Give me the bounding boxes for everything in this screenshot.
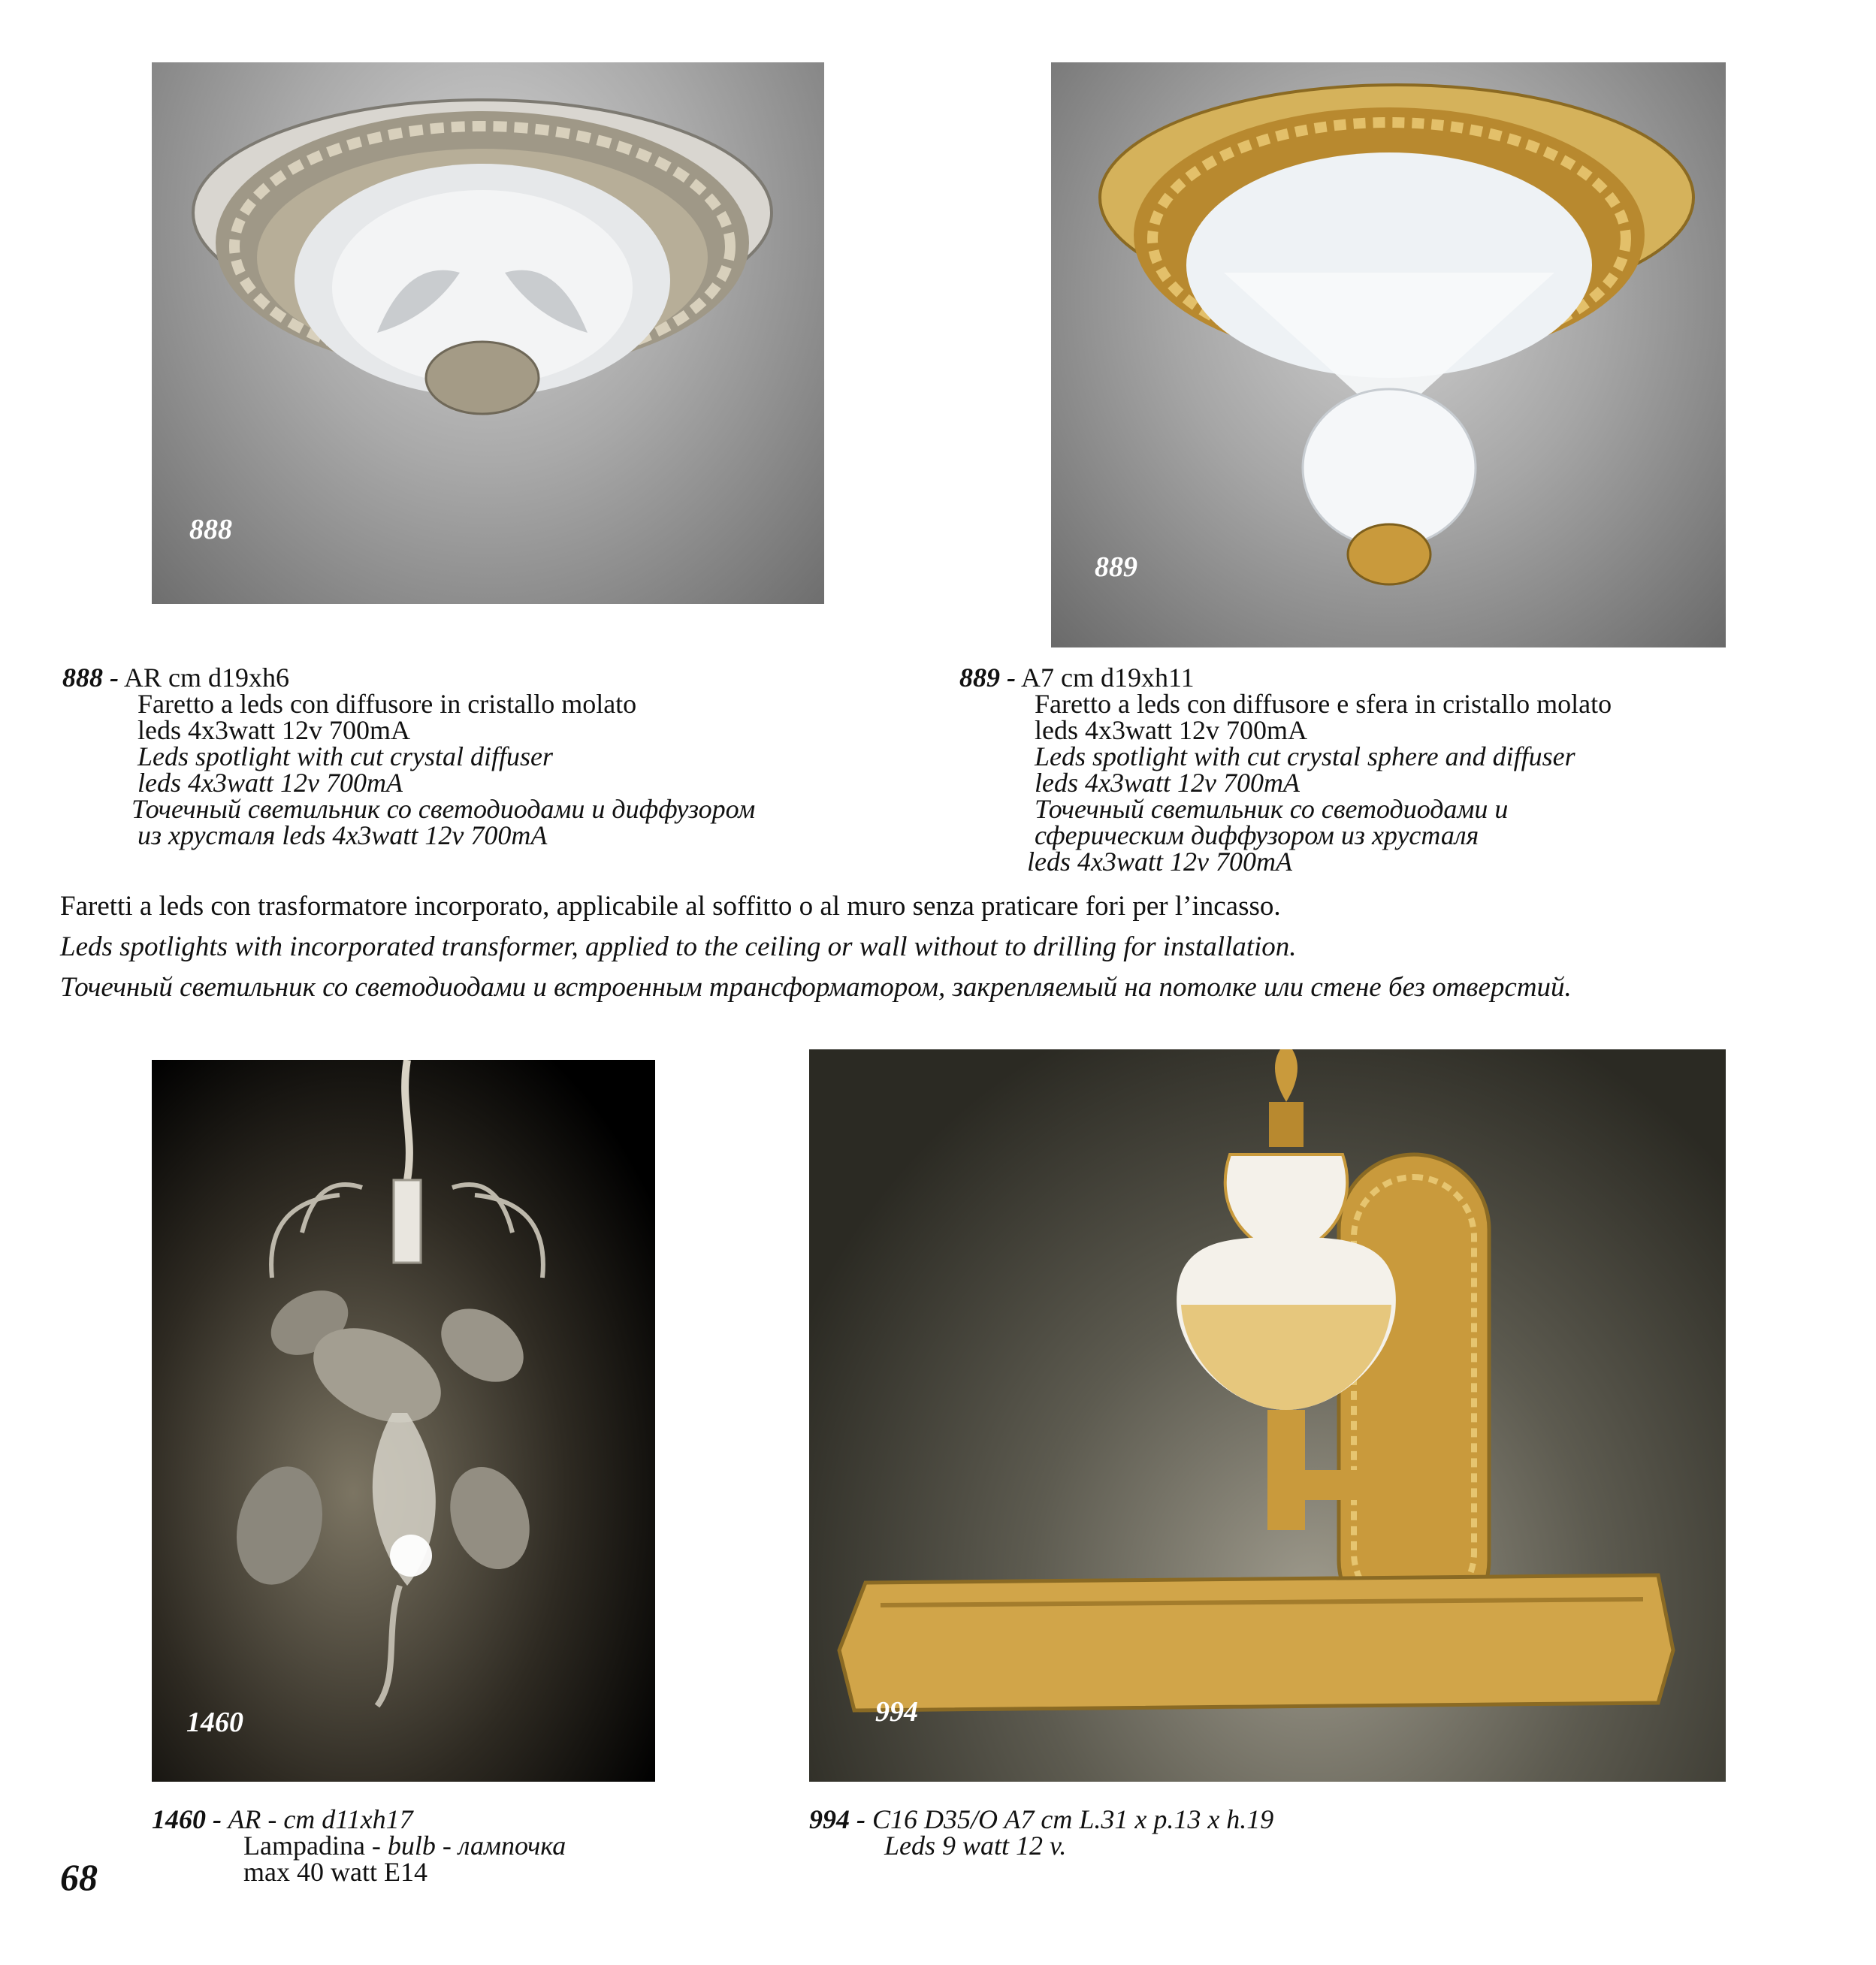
caption-888-ru-1: Точечный светильник со светодиодами и диффузором <box>131 794 756 824</box>
caption-994 <box>809 1804 1274 1861</box>
photo-label-889: 889 <box>1095 551 1137 583</box>
product-code: 888 - <box>62 663 119 693</box>
caption-889-en-2: leds 4x3watt 12v 700mA <box>1035 768 1300 798</box>
product-spec: C16 D35/O A7 cm L.31 x p.13 x h.19 <box>872 1804 1274 1834</box>
caption-889-ru-2: сферическим диффузором из хрусталя <box>1035 820 1479 850</box>
page-number: 68 <box>60 1856 98 1898</box>
caption-889-ru-1: Точечный светильник со светодиодами и <box>1035 794 1509 824</box>
product-code: 994 - <box>809 1804 865 1834</box>
caption-994-header <box>809 1804 1274 1834</box>
leaf-pendant-silver-image <box>152 1060 655 1782</box>
product-code: 889 - <box>959 663 1016 693</box>
general-description-italian: Faretti a leds con trasformatore incorporato, applicabile al soffitto o al muro senza praticare fori per l’incasso. <box>60 891 1281 922</box>
product-spec: A7 cm d19xh11 <box>1021 663 1195 693</box>
ceiling-spotlight-silver-image <box>152 62 824 604</box>
product-photo-889 <box>1051 62 1726 647</box>
caption-889 <box>959 665 1612 875</box>
caption-889-header <box>959 665 1612 691</box>
product-spec: AR cm d19xh6 <box>124 663 290 693</box>
general-description-russian: Точечный светильник со светодиодами и встроенным трансформатором, закрепляемый на потолке или стене без отверстий. <box>60 972 1572 1003</box>
caption-888-en-2: leds 4x3watt 12v 700mA <box>137 768 403 798</box>
caption-888 <box>62 665 755 849</box>
caption-1460-max: max 40 watt E14 <box>243 1857 427 1887</box>
caption-1460-header <box>152 1804 566 1834</box>
general-description <box>60 886 1848 1008</box>
bulb-label-italian: Lampadina - <box>243 1831 388 1861</box>
product-spec: AR - cm d11xh17 <box>228 1804 413 1834</box>
caption-994-leds: Leds 9 watt 12 v. <box>884 1831 1067 1861</box>
product-photo-1460 <box>152 1060 655 1782</box>
caption-888-it-1: Faretto a leds con diffusore in cristallo molato <box>137 689 637 719</box>
caption-889-en-1: Leds spotlight with cut crystal sphere and diffuser <box>1035 741 1575 771</box>
product-code: 1460 - <box>152 1804 222 1834</box>
photo-label-1460: 1460 <box>186 1707 243 1738</box>
caption-888-ru-2: из хрусталя leds 4x3watt 12v 700mA <box>137 820 548 850</box>
photo-label-888: 888 <box>189 514 232 545</box>
caption-889-it-1: Faretto a leds con diffusore e sfera in cristallo molato <box>1035 689 1612 719</box>
caption-888-en-1: Leds spotlight with cut crystal diffuser <box>137 741 554 771</box>
product-photo-994 <box>809 1049 1726 1782</box>
bulb-label-en-ru: bulb - лампочка <box>387 1831 566 1861</box>
caption-888-it-2: leds 4x3watt 12v 700mA <box>137 715 410 745</box>
picture-light-gold-image <box>809 1049 1726 1782</box>
general-description-english: Leds spotlights with incorporated transformer, applied to the ceiling or wall without to drilling for installation. <box>60 931 1297 962</box>
photo-label-994: 994 <box>875 1696 918 1728</box>
caption-1460-bulb <box>152 1833 566 1859</box>
ceiling-spotlight-gold-image <box>1051 62 1726 647</box>
caption-889-ru-3: leds 4x3watt 12v 700mA <box>1027 847 1292 877</box>
caption-889-it-2: leds 4x3watt 12v 700mA <box>1035 715 1307 745</box>
product-photo-888 <box>152 62 824 604</box>
caption-888-header <box>62 665 755 691</box>
caption-1460 <box>152 1804 566 1887</box>
